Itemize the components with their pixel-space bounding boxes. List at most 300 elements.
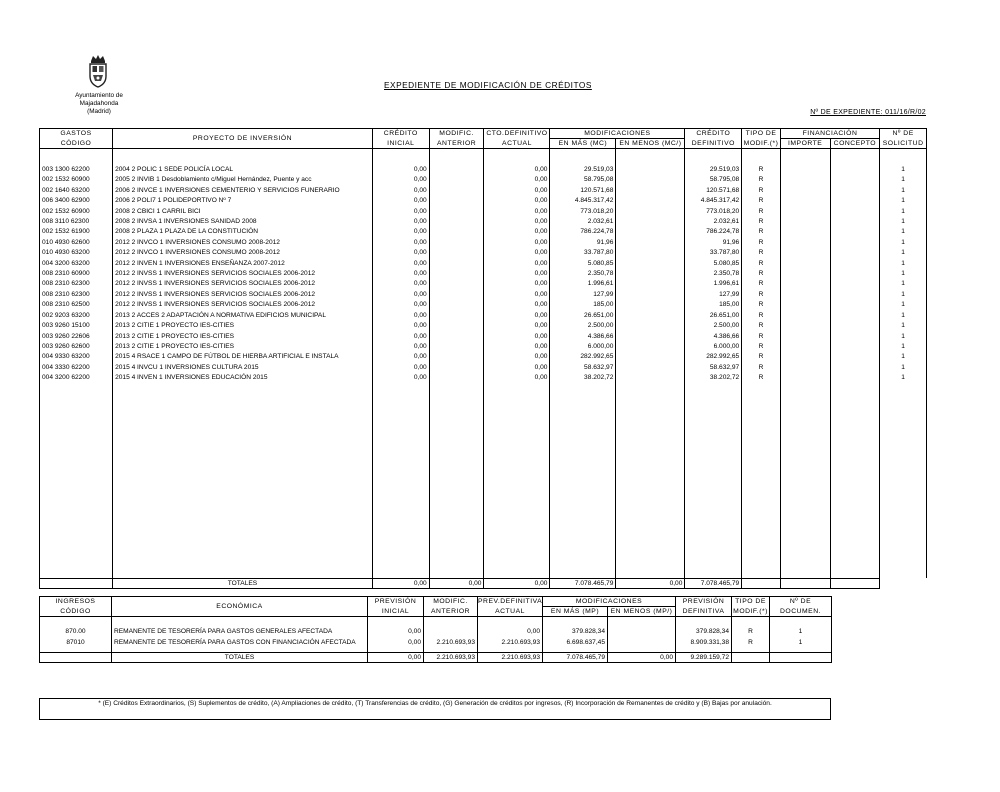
cell-solicitud: 1 <box>880 373 927 383</box>
col-subheader-modif: MODIF.(*) <box>733 607 768 615</box>
cell-anterior <box>424 617 478 638</box>
total-actual: 0,00 <box>484 578 550 588</box>
cell-solicitud: 1 <box>880 238 927 248</box>
col-subheader-en-menos: EN MENOS (MC/) <box>616 139 685 149</box>
table-row <box>40 259 927 269</box>
cell-codigo: 002 1640 63200 <box>40 186 113 196</box>
cell-tipo: R <box>742 259 781 269</box>
cell-importe <box>780 290 830 300</box>
col-subheader-solicitud: SOLICITUD <box>880 139 927 149</box>
cell-en-mas: 185,00 <box>550 300 616 310</box>
cell-documen: 1 <box>770 638 832 649</box>
cell-codigo: 004 3200 62200 <box>40 373 113 383</box>
cell-definitivo: 1.996,61 <box>685 279 742 289</box>
cell-importe <box>780 269 830 279</box>
cell-actual: 0,00 <box>484 227 550 237</box>
cell-concepto <box>830 290 880 300</box>
cell-tipo: R <box>742 279 781 289</box>
cell-importe <box>780 175 830 185</box>
cell-concepto <box>830 227 880 237</box>
cell-economica: REMANENTE DE TESORERÍA PARA GASTOS CON FINANCIACIÓN AFECTADA <box>112 638 368 649</box>
table-row <box>40 217 927 227</box>
cell-importe <box>780 342 830 352</box>
cell-solicitud: 1 <box>880 207 927 217</box>
table-row <box>40 196 927 206</box>
col-header-proyecto: PROYECTO DE INVERSIÓN <box>113 129 373 149</box>
cell-anterior <box>429 149 484 176</box>
col-subheader-documen: DOCUMEN. <box>770 607 832 617</box>
cell-anterior <box>429 311 484 321</box>
table-row <box>40 207 927 217</box>
cell-en-menos <box>608 617 676 638</box>
cell-codigo: 003 1300 62200 <box>40 149 113 176</box>
cell-en-menos <box>616 342 685 352</box>
cell-actual: 0,00 <box>484 290 550 300</box>
cell-importe <box>780 363 830 373</box>
cell-concepto <box>830 217 880 227</box>
cell-concepto <box>830 186 880 196</box>
cell-tipo: R <box>742 373 781 383</box>
cell-en-menos <box>616 227 685 237</box>
municipality-line: (Madrid) <box>87 108 111 115</box>
cell-tipo: R <box>742 149 781 176</box>
total-en-mas: 7.078.465,79 <box>543 653 608 663</box>
cell-en-mas: 282.992,65 <box>550 352 616 362</box>
cell-concepto <box>830 352 880 362</box>
cell-inicial: 0,00 <box>372 149 429 176</box>
cell-concepto <box>830 269 880 279</box>
cell-importe <box>780 227 830 237</box>
cell-codigo: 008 2310 62300 <box>40 290 113 300</box>
expediente-number <box>810 109 926 116</box>
cell-actual: 0,00 <box>484 149 550 176</box>
gastos-totals-row <box>40 578 927 588</box>
cell-solicitud: 1 <box>880 279 927 289</box>
cell-proyecto: 2012 2 INVCO 1 INVERSIONES CONSUMO 2008-2012 <box>113 248 373 258</box>
table-row <box>40 332 927 342</box>
cell-inicial: 0,00 <box>372 352 429 362</box>
cell-en-menos <box>616 311 685 321</box>
coat-of-arms-icon <box>86 54 110 88</box>
cell-anterior <box>429 217 484 227</box>
table-row <box>40 186 927 196</box>
cell-solicitud: 1 <box>880 363 927 373</box>
cell-actual: 2.210.693,93 <box>478 638 543 649</box>
cell-actual: 0,00 <box>484 332 550 342</box>
col-header-tipo: TIPO DE <box>742 129 781 139</box>
cell-actual: 0,00 <box>484 373 550 383</box>
cell-en-menos <box>616 321 685 331</box>
cell-inicial: 0,00 <box>368 638 424 649</box>
table-row <box>40 363 927 373</box>
cell-importe <box>780 248 830 258</box>
cell-actual: 0,00 <box>484 175 550 185</box>
cell-importe <box>780 332 830 342</box>
cell-inicial: 0,00 <box>372 300 429 310</box>
cell-en-menos <box>616 332 685 342</box>
col-subheader-en-mas: EN MÁS (MP) <box>543 607 608 617</box>
cell-en-menos <box>616 175 685 185</box>
col-subheader-anterior: ANTERIOR <box>429 139 484 149</box>
cell-tipo: R <box>742 248 781 258</box>
cell-tipo: R <box>732 638 770 649</box>
cell-definitivo: 127,99 <box>685 290 742 300</box>
cell-en-menos <box>616 373 685 383</box>
cell-solicitud: 1 <box>880 342 927 352</box>
cell-proyecto: 2012 2 INVSS 1 INVERSIONES SERVICIOS SOCIALES 2006-2012 <box>113 279 373 289</box>
cell-definitivo: 58.632,97 <box>685 363 742 373</box>
cell-solicitud: 1 <box>880 352 927 362</box>
total-inicial: 0,00 <box>368 653 424 663</box>
cell-definitivo: 26.651,00 <box>685 311 742 321</box>
table-row <box>40 149 927 176</box>
cell-importe <box>780 321 830 331</box>
cell-codigo: 003 9260 22606 <box>40 332 113 342</box>
cell-tipo: R <box>732 617 770 638</box>
col-subheader-definitivo: DEFINITIVO <box>685 139 742 149</box>
table-row <box>40 238 927 248</box>
cell-inicial: 0,00 <box>372 217 429 227</box>
cell-importe <box>780 259 830 269</box>
col-subheader-en-menos: EN MENOS (MP/) <box>608 607 676 617</box>
cell-solicitud: 1 <box>880 217 927 227</box>
cell-en-mas: 6.000,00 <box>550 342 616 352</box>
col-subheader-modif: MODIF.(*) <box>743 139 779 147</box>
cell-proyecto: 2015 4 RSACE 1 CAMPO DE FÚTBOL DE HIERBA ARTIFICIAL E INSTALA <box>113 352 373 362</box>
cell-proyecto: 2012 2 INVCO 1 INVERSIONES CONSUMO 2008-2012 <box>113 238 373 248</box>
cell-tipo: R <box>742 175 781 185</box>
table-row <box>40 321 927 331</box>
cell-actual: 0,00 <box>484 259 550 269</box>
totals-label: TOTALES <box>112 653 368 663</box>
cell-importe <box>780 279 830 289</box>
cell-anterior <box>429 196 484 206</box>
total-actual: 2.210.693,93 <box>478 653 543 663</box>
cell-economica: REMANENTE DE TESORERÍA PARA GASTOS GENERALES AFECTADA <box>112 617 368 638</box>
col-header-modific: MODIFIC. <box>424 597 478 607</box>
cell-codigo: 008 2310 60900 <box>40 269 113 279</box>
cell-proyecto: 2012 2 INVEN 1 INVERSIONES ENSEÑANZA 2007-2012 <box>113 259 373 269</box>
municipality-line: Ayuntamiento de <box>75 92 123 99</box>
table-filler <box>40 384 927 579</box>
cell-en-menos <box>616 217 685 227</box>
cell-codigo: 870.00 <box>40 617 112 638</box>
cell-en-mas: 1.996,61 <box>550 279 616 289</box>
table-row <box>40 311 927 321</box>
total-anterior: 0,00 <box>429 578 484 588</box>
cell-concepto <box>830 259 880 269</box>
cell-inicial: 0,00 <box>372 332 429 342</box>
col-header-gastos-codigo: GASTOS <box>40 129 113 139</box>
cell-solicitud: 1 <box>880 227 927 237</box>
cell-inicial: 0,00 <box>372 196 429 206</box>
cell-solicitud: 1 <box>880 321 927 331</box>
cell-en-menos <box>616 363 685 373</box>
total-anterior: 2.210.693,93 <box>424 653 478 663</box>
col-header-credito-inicial: CRÉDITO <box>372 129 429 139</box>
cell-actual: 0,00 <box>484 196 550 206</box>
col-subheader-actual: ACTUAL <box>484 139 550 149</box>
total-en-menos: 0,00 <box>616 578 685 588</box>
col-header-modificaciones: MODIFICACIONES <box>543 597 676 607</box>
cell-proyecto: 2015 4 INVEN 1 INVERSIONES EDUCACIÓN 2015 <box>113 373 373 383</box>
col-header-ingresos-codigo: INGRESOS <box>40 597 112 607</box>
col-header-tipo: TIPO DE <box>732 597 770 607</box>
cell-actual: 0,00 <box>484 217 550 227</box>
cell-en-mas: 58.632,97 <box>550 363 616 373</box>
cell-definitivo: 4.386,66 <box>685 332 742 342</box>
col-header-prevision-definitiva: PREVISIÓN <box>676 597 732 607</box>
cell-inicial: 0,00 <box>372 373 429 383</box>
cell-en-mas: 2.032,61 <box>550 217 616 227</box>
cell-importe <box>780 196 830 206</box>
cell-definitivo: 38.202,72 <box>685 373 742 383</box>
cell-en-mas: 4.845.317,42 <box>550 196 616 206</box>
cell-anterior <box>429 300 484 310</box>
total-en-mas: 7.078.465,79 <box>550 578 616 588</box>
cell-en-mas: 2.500,00 <box>550 321 616 331</box>
cell-solicitud: 1 <box>880 259 927 269</box>
cell-proyecto: 2005 2 INVIB 1 Desdoblamiento c/Miguel Hernández, Puente y acc <box>113 175 373 185</box>
cell-definitivo: 120.571,68 <box>685 186 742 196</box>
municipality-line: Majadahonda <box>79 100 119 107</box>
table-row <box>40 300 927 310</box>
cell-definitivo: 58.795,08 <box>685 175 742 185</box>
cell-solicitud: 1 <box>880 290 927 300</box>
cell-tipo: R <box>742 321 781 331</box>
col-header-credito-definitivo: CRÉDITO <box>685 129 742 139</box>
cell-anterior <box>429 207 484 217</box>
cell-proyecto: 2006 2 INVCE 1 INVERSIONES CEMENTERIO Y SERVICIOS FUNERARIO <box>113 186 373 196</box>
cell-documen: 1 <box>770 617 832 638</box>
cell-proyecto: 2013 2 CITIE 1 PROYECTO IES-CITIES <box>113 321 373 331</box>
cell-en-menos <box>616 352 685 362</box>
cell-en-menos <box>616 196 685 206</box>
cell-codigo: 010 4930 63200 <box>40 248 113 258</box>
cell-importe <box>780 300 830 310</box>
footnote: * (E) Créditos Extraordinarios, (S) Suplementos de crédito, (A) Ampliaciones de crédito, (T) Transferencias de crédito, (G) Generación de créditos por ingresos, (R) Incorporación de Remanentes de crédito y (B) Bajas por anulación. <box>39 698 831 720</box>
cell-inicial: 0,00 <box>372 342 429 352</box>
cell-tipo: R <box>742 269 781 279</box>
cell-concepto <box>830 238 880 248</box>
cell-proyecto: 2006 2 POLI7 1 POLIDEPORTIVO Nº 7 <box>113 196 373 206</box>
cell-inicial: 0,00 <box>372 207 429 217</box>
cell-anterior <box>429 175 484 185</box>
cell-definitivo: 6.000,00 <box>685 342 742 352</box>
cell-tipo: R <box>742 290 781 300</box>
cell-en-mas: 58.795,08 <box>550 175 616 185</box>
document-title: EXPEDIENTE DE MODIFICACIÓN DE CRÉDITOS <box>384 80 592 90</box>
cell-en-mas: 773.018,20 <box>550 207 616 217</box>
cell-concepto <box>830 279 880 289</box>
cell-definitiva: 379.828,34 <box>676 617 732 638</box>
col-subheader-codigo: CÓDIGO <box>40 139 113 149</box>
cell-concepto <box>830 149 880 176</box>
table-row <box>40 227 927 237</box>
cell-en-mas: 2.350,78 <box>550 269 616 279</box>
cell-proyecto: 2008 2 INVSA 1 INVERSIONES SANIDAD 2008 <box>113 217 373 227</box>
table-row <box>40 175 927 185</box>
cell-actual: 0,00 <box>484 300 550 310</box>
cell-actual: 0,00 <box>484 207 550 217</box>
cell-inicial: 0,00 <box>368 617 424 638</box>
total-definitiva: 9.289.159,72 <box>676 653 732 663</box>
cell-tipo: R <box>742 227 781 237</box>
cell-actual: 0,00 <box>484 186 550 196</box>
cell-actual: 0,00 <box>478 617 543 638</box>
cell-concepto <box>830 207 880 217</box>
gastos-table <box>39 128 927 589</box>
expediente-value: 011/16/R/02 <box>885 109 926 116</box>
cell-definitivo: 5.080,85 <box>685 259 742 269</box>
cell-inicial: 0,00 <box>372 248 429 258</box>
cell-anterior <box>429 352 484 362</box>
cell-importe <box>780 311 830 321</box>
cell-definitivo: 91,96 <box>685 238 742 248</box>
cell-codigo: 002 1532 61900 <box>40 227 113 237</box>
cell-en-menos <box>616 269 685 279</box>
cell-concepto <box>830 321 880 331</box>
cell-solicitud: 1 <box>880 311 927 321</box>
cell-actual: 0,00 <box>484 279 550 289</box>
cell-en-menos <box>616 290 685 300</box>
cell-concepto <box>830 248 880 258</box>
col-subheader-actual: ACTUAL <box>478 607 543 617</box>
cell-definitivo: 29.519,03 <box>685 149 742 176</box>
cell-tipo: R <box>742 238 781 248</box>
cell-en-mas: 6.698.637,45 <box>543 638 608 649</box>
cell-solicitud: 1 <box>880 196 927 206</box>
cell-codigo: 004 3200 63200 <box>40 259 113 269</box>
cell-en-menos <box>616 259 685 269</box>
cell-importe <box>780 373 830 383</box>
ingresos-totals-row <box>40 653 832 663</box>
cell-definitivo: 2.350,78 <box>685 269 742 279</box>
cell-concepto <box>830 373 880 383</box>
col-header-solicitud: Nº DE <box>880 129 927 139</box>
table-row <box>40 248 927 258</box>
cell-concepto <box>830 342 880 352</box>
cell-definitivo: 33.787,80 <box>685 248 742 258</box>
col-header-documen: Nº DE <box>770 597 832 607</box>
cell-en-menos <box>616 186 685 196</box>
cell-anterior <box>429 290 484 300</box>
totals-label: TOTALES <box>113 578 373 588</box>
cell-codigo: 87010 <box>40 638 112 649</box>
cell-importe <box>780 217 830 227</box>
cell-tipo: R <box>742 300 781 310</box>
cell-proyecto: 2008 2 CBICI 1 CARRIL BICI <box>113 207 373 217</box>
cell-codigo: 008 2310 62300 <box>40 279 113 289</box>
cell-anterior <box>429 279 484 289</box>
cell-anterior <box>429 321 484 331</box>
col-subheader-inicial: INICIAL <box>368 607 424 617</box>
col-subheader-codigo: CÓDIGO <box>40 607 112 617</box>
cell-en-mas: 26.651,00 <box>550 311 616 321</box>
cell-concepto <box>830 363 880 373</box>
cell-solicitud: 1 <box>880 175 927 185</box>
total-en-menos: 0,00 <box>608 653 676 663</box>
cell-en-menos <box>616 279 685 289</box>
col-header-modific: MODIFIC. <box>429 129 484 139</box>
cell-inicial: 0,00 <box>372 269 429 279</box>
col-header-modificaciones: MODIFICACIONES <box>550 129 685 139</box>
cell-codigo: 004 9330 63200 <box>40 352 113 362</box>
cell-en-mas: 379.828,34 <box>543 617 608 638</box>
cell-tipo: R <box>742 217 781 227</box>
cell-actual: 0,00 <box>484 248 550 258</box>
cell-concepto <box>830 311 880 321</box>
cell-actual: 0,00 <box>484 238 550 248</box>
cell-actual: 0,00 <box>484 342 550 352</box>
table-row <box>40 269 927 279</box>
cell-tipo: R <box>742 311 781 321</box>
cell-codigo: 003 9260 62600 <box>40 342 113 352</box>
col-header-economica: ECONÓMICA <box>112 597 368 617</box>
cell-tipo: R <box>742 332 781 342</box>
cell-en-mas: 786.224,78 <box>550 227 616 237</box>
cell-actual: 0,00 <box>484 363 550 373</box>
cell-inicial: 0,00 <box>372 186 429 196</box>
table-row <box>40 342 927 352</box>
cell-solicitud: 1 <box>880 269 927 279</box>
cell-definitivo: 2.500,00 <box>685 321 742 331</box>
cell-solicitud: 1 <box>880 332 927 342</box>
cell-en-mas: 29.519,03 <box>550 149 616 176</box>
cell-codigo: 008 2310 62500 <box>40 300 113 310</box>
cell-anterior <box>429 248 484 258</box>
col-subheader-inicial: INICIAL <box>372 139 429 149</box>
table-row <box>40 352 927 362</box>
cell-inicial: 0,00 <box>372 238 429 248</box>
cell-definitivo: 185,00 <box>685 300 742 310</box>
cell-definitivo: 2.032,61 <box>685 217 742 227</box>
cell-anterior <box>429 363 484 373</box>
cell-importe <box>780 186 830 196</box>
cell-proyecto: 2013 2 ACCES 2 ADAPTACIÓN A NORMATIVA EDIFICIOS MUNICIPAL <box>113 311 373 321</box>
municipality-name <box>60 92 138 116</box>
cell-codigo: 002 1532 60900 <box>40 207 113 217</box>
cell-inicial: 0,00 <box>372 175 429 185</box>
cell-definitiva: 8.909.331,38 <box>676 638 732 649</box>
cell-anterior <box>429 227 484 237</box>
cell-proyecto: 2004 2 POLIC 1 SEDE POLICÍA LOCAL <box>113 149 373 176</box>
cell-anterior <box>429 186 484 196</box>
cell-inicial: 0,00 <box>372 363 429 373</box>
cell-anterior <box>429 373 484 383</box>
cell-importe <box>780 352 830 362</box>
table-row <box>40 290 927 300</box>
cell-concepto <box>830 332 880 342</box>
cell-inicial: 0,00 <box>372 279 429 289</box>
cell-proyecto: 2012 2 INVSS 1 INVERSIONES SERVICIOS SOCIALES 2006-2012 <box>113 269 373 279</box>
table-row <box>40 373 927 383</box>
cell-concepto <box>830 196 880 206</box>
cell-anterior <box>429 259 484 269</box>
cell-en-mas: 5.080,85 <box>550 259 616 269</box>
cell-proyecto: 2012 2 INVSS 1 INVERSIONES SERVICIOS SOCIALES 2006-2012 <box>113 300 373 310</box>
cell-actual: 0,00 <box>484 269 550 279</box>
cell-anterior <box>429 332 484 342</box>
cell-en-menos <box>616 207 685 217</box>
cell-proyecto: 2008 2 PLAZA 1 PLAZA DE LA CONSTITUCIÓN <box>113 227 373 237</box>
cell-inicial: 0,00 <box>372 321 429 331</box>
cell-inicial: 0,00 <box>372 259 429 269</box>
cell-importe <box>780 207 830 217</box>
cell-solicitud: 1 <box>880 149 927 176</box>
col-header-prevision-inicial: PREVISIÓN <box>368 597 424 607</box>
cell-anterior <box>429 238 484 248</box>
